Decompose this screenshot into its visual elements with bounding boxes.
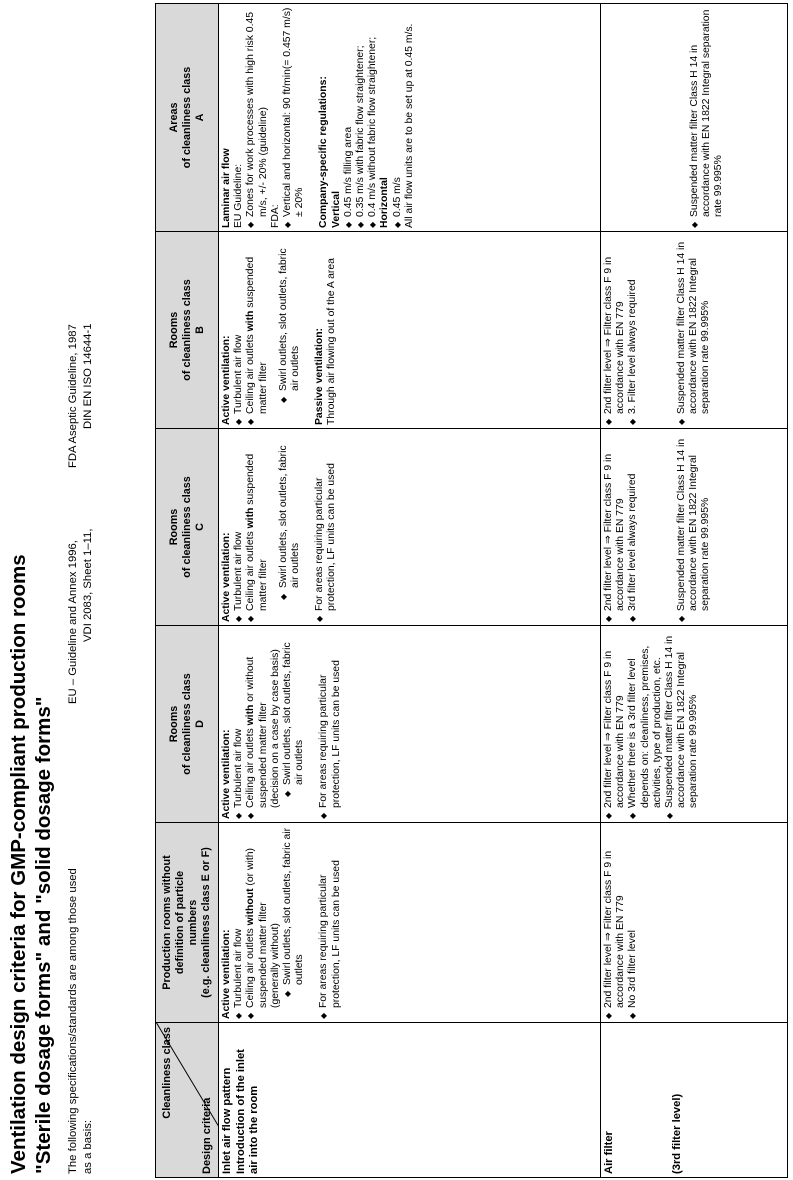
cell-filter-class-a: ◆ Suspended matter filter Class H 14 in accordance with EN 1822 Integral separation rate 99.995% [601,4,788,232]
cell-filter-production-rooms: ◆ 2nd filter level ⇒ Filter class F 9 in accordance with EN 779 ◆ No 3rd filter level [601,823,788,1023]
cell-filter-class-d: ◆ 2nd filter level ⇒ Filter class F 9 in accordance with EN 779 ◆ Whether there is a 3rd filter level depends on: cleanliness, premises, activities, type of production, etc. ◆ Suspended matter filter Class H 14 in accordance with EN 1822 Integral separation rate 99.995% [601,626,788,823]
reference-eu: EU – Guideline and Annex 1996, [67,540,79,704]
reference-din: DIN EN ISO 14644-1 [82,323,94,429]
reference-vdi: VDI 2083, Sheet 1–11, [82,528,94,642]
header-production-rooms: Production rooms without definition of particle numbers (e.g. cleanliness class E or F) [156,823,219,1023]
cell-filter-class-c: ◆ 2nd filter level ⇒ Filter class F 9 in accordance with EN 779 ◆ 3rd filter level always required ◆ Suspended matter filter Class H 14 in accordance with EN 1822 Integral separation rate 99.995% [601,429,788,626]
cell-inlet-class-b: Active ventilation: ◆ Turbulent air flow ◆ Ceiling air outlets with suspended matter filter ◆ Swirl outlets, slot outlets, fabric air outlets Passive ventilation: Through air flowing out of the A area [219,232,601,429]
cell-inlet-class-d: Active ventilation: ◆ Turbulent air flow ◆ Ceiling air outlets with or without suspended matter filter (decision on a case by case basis) ◆ Swirl outlets, slot outlets, fabric air outlets ◆ For areas requiring particular protection, LF units can be used [219,626,601,823]
criteria-table [155,3,788,1178]
cell-filter-class-b: ◆ 2nd filter level ⇒ Filter class F 9 in accordance with EN 779 ◆ 3. Filter level always required ◆ Suspended matter filter Class H 14 in accordance with EN 1822 Integral separation rate 99.995% [601,232,788,429]
title-line-2: "Sterile dosage forms" and "solid dosage forms" [32,696,55,1174]
cell-inlet-class-a: Laminar air flow EU Guideline: ◆ Zones for work processes with high risk 0.45 m/s, +/- 20% (guideline) FDA: ◆ Vertical and horizontal: 90 ft/min(= 0.457 m/s) ± 20% Company-specific regulations: Vertical ◆ 0.45 m/s filling area ◆ 0.35 m/s with fabric flow straightener; ◆ 0.4 m/s without fabric flow straightener; Horizontal ◆ 0.45 m/s All air flow units are to be set up at 0.45 m/s. [219,4,601,232]
header-class-c: Rooms of cleanliness class C [156,429,219,626]
table-header-row [156,4,219,1178]
corner-design-criteria: Design criteria [201,1097,213,1174]
header-class-b: Rooms of cleanliness class B [156,232,219,429]
table-row-inlet [219,4,601,1178]
header-corner [156,1023,219,1178]
document-title [6,554,56,1174]
header-class-a: Areas of cleanliness class A [156,4,219,232]
reference-fda: FDA Aseptic Guideline, 1987 [67,324,79,468]
intro-text [66,4,96,1174]
intro-line-2: as a basis: [82,1119,94,1174]
intro-line-1: The following specifications/standards are among those used [67,868,79,1174]
cell-inlet-class-c: Active ventilation: ◆ Turbulent air flow ◆ Ceiling air outlets with suspended matter filter ◆ Swirl outlets, slot outlets, fabric air outlets ◆ For areas requiring particular protection, LF units can be used [219,429,601,626]
table-row-air-filter [601,4,788,1178]
criterion-inlet-air-flow: Inlet air flow pattern Introduction of the inlet air into the room [219,1023,601,1178]
corner-cleanliness-class: Cleanliness class [161,1027,173,1119]
criterion-air-filter: Air filter (3rd filter level) [601,1023,788,1178]
title-line-1: Ventilation design criteria for GMP-compliant production rooms [7,554,30,1174]
cell-inlet-production-rooms: Active ventilation: ◆ Turbulent air flow ◆ Ceiling air outlets without (or with) suspended matter filter (generally without) ◆ Swirl outlets, slot outlets, fabric air outlets ◆ For areas requiring particular protection, LF units can be used [219,823,601,1023]
header-class-d: Rooms of cleanliness class D [156,626,219,823]
